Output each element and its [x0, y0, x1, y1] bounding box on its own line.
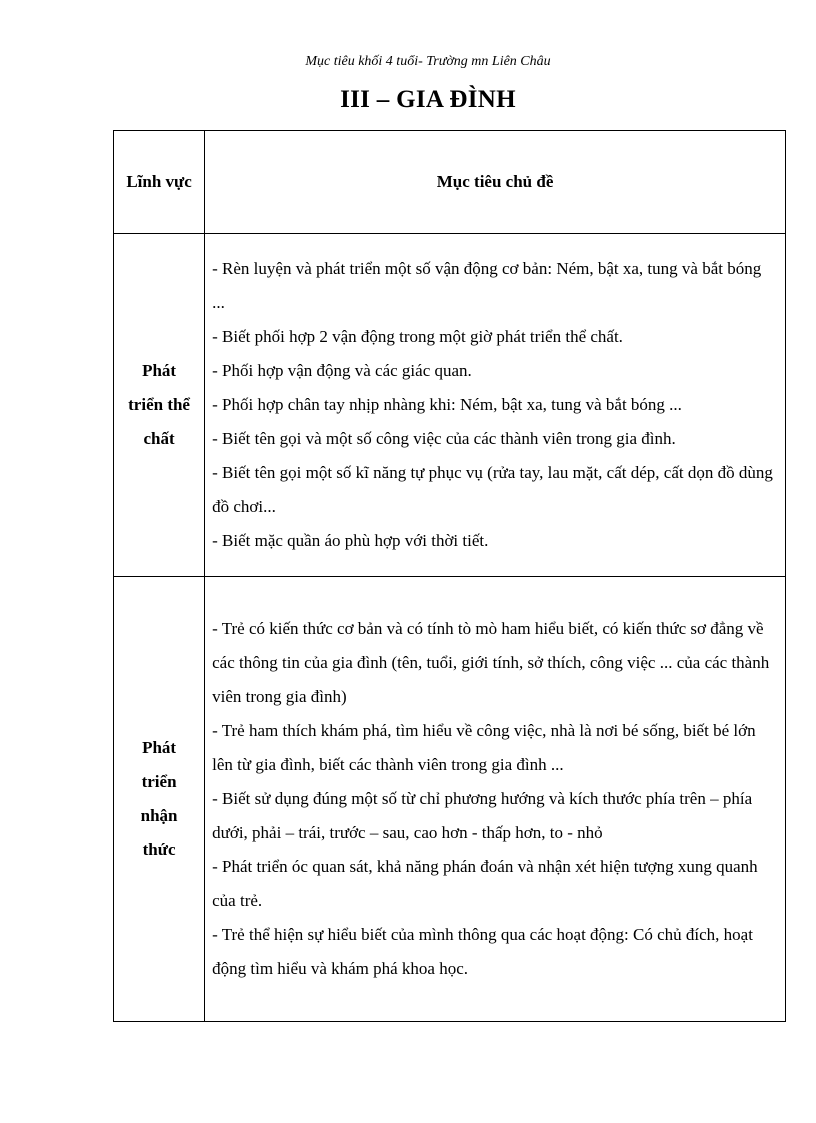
- header-note: Mục tiêu khối 4 tuổi- Trường mn Liên Châu: [305, 54, 551, 69]
- page-title: III – GIA ĐÌNH: [340, 86, 516, 113]
- column-header-goals: Mục tiêu chủ đề: [205, 131, 786, 234]
- field-label-line: triển: [141, 772, 177, 791]
- table-row-cognitive-development: [114, 577, 786, 1022]
- table-header-row: [114, 131, 786, 234]
- field-label-line: Phát: [142, 361, 177, 380]
- goals-cell-cognitive-development: [205, 577, 786, 1022]
- goal-item: - Biết tên gọi một số kĩ năng tự phục vụ (rửa tay, lau mặt, cất dép, cất dọn đồ dùng đồ chơi...: [212, 463, 773, 516]
- goal-item: - Rèn luyện và phát triển một số vận động cơ bản: Ném, bật xa, tung và bắt bóng ...: [212, 259, 762, 312]
- goal-item: - Phối hợp vận động và các giác quan.: [212, 361, 472, 380]
- field-label-line: thức: [142, 840, 176, 859]
- table-row-physical-development: [114, 234, 786, 577]
- field-label-line: nhận: [140, 806, 178, 825]
- goal-item: - Phát triển óc quan sát, khả năng phán đoán và nhận xét hiện tượng xung quanh của trẻ.: [212, 857, 758, 910]
- goal-item: - Trẻ thể hiện sự hiểu biết của mình thông qua các hoạt động: Có chủ đích, hoạt động tìm hiểu và khám phá khoa học.: [212, 925, 753, 978]
- field-cell-physical-development: [114, 234, 205, 577]
- field-label-line: chất: [143, 429, 175, 448]
- goal-item: - Biết sử dụng đúng một số từ chỉ phương hướng và kích thước phía trên – phía dưới, phải – trái, trước – sau, cao hơn - thấp hơn, to - nhỏ: [212, 789, 753, 842]
- field-label-line: Phát: [142, 738, 177, 757]
- goals-cell-physical-development: [205, 234, 786, 577]
- goal-item: - Biết mặc quần áo phù hợp với thời tiết.: [212, 531, 489, 550]
- column-header-field: Lĩnh vực: [114, 131, 205, 234]
- field-cell-cognitive-development: [114, 577, 205, 1022]
- goal-item: - Biết phối hợp 2 vận động trong một giờ phát triển thể chất.: [212, 327, 623, 346]
- goals-table: [113, 130, 786, 1022]
- field-label-line: triển thể: [128, 395, 190, 414]
- goal-item: - Trẻ có kiến thức cơ bản và có tính tò mò ham hiểu biết, có kiến thức sơ đẳng về các thông tin của gia đình (tên, tuổi, giới tính, sở thích, công việc ... của các thành viên trong gia đình): [212, 619, 770, 706]
- goal-item: - Trẻ ham thích khám phá, tìm hiểu về công việc, nhà là nơi bé sống, biết bé lớn lên từ gia đình, biết các thành viên trong gia đình ...: [212, 721, 756, 774]
- goal-item: - Biết tên gọi và một số công việc của các thành viên trong gia đình.: [212, 429, 676, 448]
- goal-item: - Phối hợp chân tay nhịp nhàng khi: Ném, bật xa, tung và bắt bóng ...: [212, 395, 682, 414]
